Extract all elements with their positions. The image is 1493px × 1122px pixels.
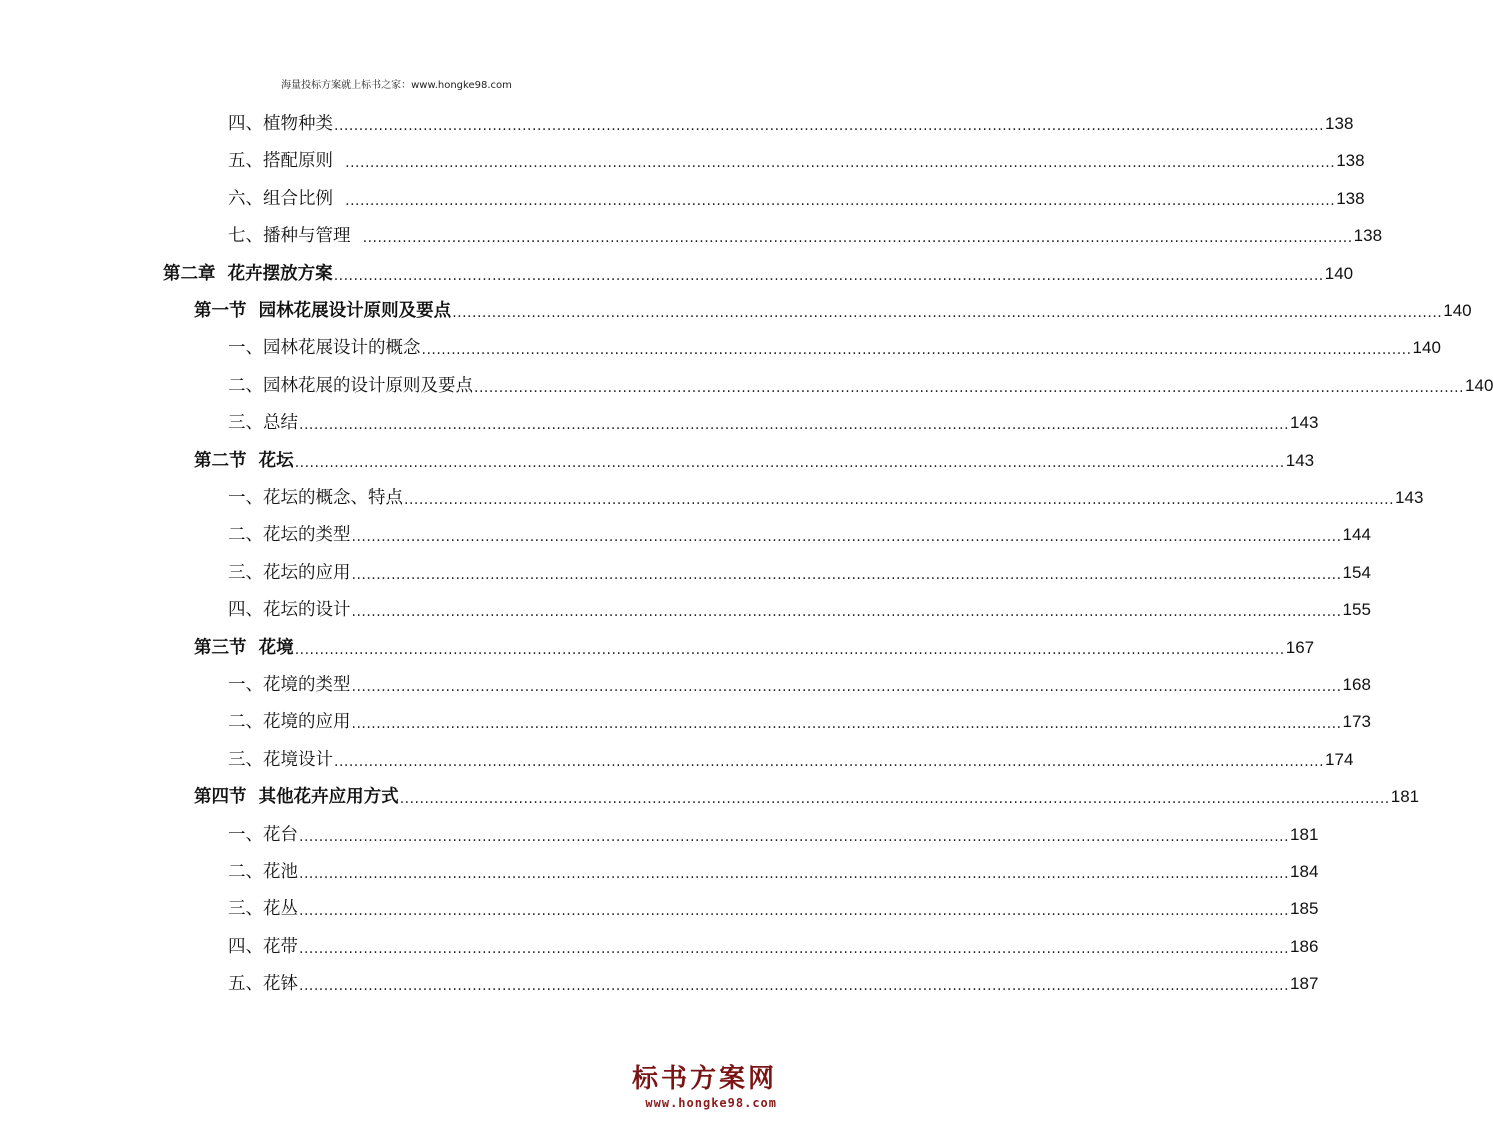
toc-entry-page: 181 — [1290, 824, 1319, 844]
toc-entry-page: 138 — [1353, 226, 1383, 246]
toc-entry-page: 140 — [1324, 263, 1354, 283]
toc-entry-title: 四、花坛的设计 — [228, 600, 351, 621]
toc-entry-title: 第二节 花坛 — [194, 450, 294, 471]
toc-entry[interactable] — [228, 220, 1383, 248]
toc-entry[interactable] — [228, 856, 1319, 884]
toc-entry[interactable] — [228, 370, 1493, 398]
toc-leader-dots: ........................................................................................................................................................................................................ — [362, 230, 1353, 247]
toc-entry-page: 138 — [1336, 151, 1365, 171]
toc-entry-page: 143 — [1285, 450, 1315, 470]
toc-entry[interactable] — [228, 519, 1371, 547]
toc-entry-title: 二、花坛的类型 — [228, 525, 351, 546]
page-header: 海量投标方案就上标书之家：www.hongke98.com — [281, 80, 512, 91]
toc-entry-title: 第二章 花卉摆放方案 — [163, 263, 333, 284]
toc-entry-title: 二、花境的应用 — [228, 712, 351, 733]
toc-entry[interactable] — [228, 669, 1371, 697]
toc-leader-dots: ........................................................................................................................................................................................................ — [294, 454, 1285, 471]
toc-entry-title: 三、总结 — [228, 413, 298, 434]
watermark-title: 标书方案网 — [631, 1064, 777, 1094]
toc-entry-title: 一、园林花展设计的概念 — [228, 338, 421, 359]
toc-entry-page: 184 — [1290, 862, 1319, 881]
toc-leader-dots: ........................................................................................................................................................................................................ — [351, 679, 1342, 695]
toc-entry-title: 二、花池 — [228, 862, 298, 882]
toc-entry-title: 五、搭配原则 — [228, 151, 345, 172]
toc-entry[interactable] — [163, 258, 1354, 286]
toc-entry-page: 140 — [1465, 375, 1493, 395]
toc-entry-title: 七、播种与管理 — [228, 226, 362, 247]
toc-entry-page: 168 — [1342, 675, 1371, 694]
toc-leader-dots: ........................................................................................................................................................................................................ — [299, 978, 1290, 995]
toc-entry[interactable] — [228, 183, 1365, 211]
toc-leader-dots: ........................................................................................................................................................................................................ — [334, 753, 1325, 770]
toc-entry-page: 187 — [1290, 974, 1319, 994]
toc-leader-dots: ........................................................................................................................................................................................................ — [351, 604, 1342, 621]
toc-entry[interactable] — [228, 744, 1354, 772]
toc-leader-dots: ........................................................................................................................................................................................................ — [299, 940, 1290, 957]
toc-entry-page: 185 — [1290, 899, 1319, 919]
toc-entry[interactable] — [194, 445, 1315, 473]
toc-entry[interactable] — [194, 295, 1472, 323]
toc-leader-dots: ........................................................................................................................................................................................................ — [294, 641, 1285, 658]
toc-leader-dots: ........................................................................................................................................................................................................ — [299, 903, 1290, 920]
toc-leader-dots: ........................................................................................................................................................................................................ — [399, 791, 1390, 808]
toc-leader-dots: ........................................................................................................................................................................................................ — [333, 267, 1324, 284]
toc-entry[interactable] — [228, 482, 1424, 510]
toc-entry-title: 三、花坛的应用 — [228, 562, 351, 583]
toc-entry-title: 第四节 其他花卉应用方式 — [194, 787, 399, 808]
watermark-url: www.hongke98.com — [645, 1096, 777, 1110]
toc-leader-dots: ........................................................................................................................................................................................................ — [299, 828, 1290, 845]
toc-leader-dots: ........................................................................................................................................................................................................ — [299, 417, 1290, 434]
toc-leader-dots: ........................................................................................................................................................................................................ — [334, 118, 1325, 134]
toc-leader-dots: ........................................................................................................................................................................................................ — [474, 379, 1465, 396]
toc-leader-dots: ........................................................................................................................................................................................................ — [345, 155, 1336, 172]
toc-entry[interactable] — [228, 819, 1319, 847]
toc-leader-dots: ........................................................................................................................................................................................................ — [351, 529, 1342, 546]
toc-leader-dots: ........................................................................................................................................................................................................ — [299, 866, 1290, 882]
toc-entry[interactable] — [228, 706, 1371, 734]
toc-entry[interactable] — [228, 557, 1371, 585]
toc-entry-page: 143 — [1290, 413, 1319, 433]
toc-entry-title: 三、花境设计 — [228, 749, 333, 770]
toc-entry[interactable] — [228, 594, 1371, 622]
toc-entry-title: 第一节 园林花展设计原则及要点 — [194, 301, 452, 321]
toc-leader-dots: ........................................................................................................................................................................................................ — [404, 492, 1395, 508]
toc-entry-page: 186 — [1290, 936, 1319, 956]
toc-leader-dots: ........................................................................................................................................................................................................ — [421, 342, 1412, 359]
toc-entry[interactable] — [228, 407, 1319, 435]
toc-entry-title: 四、植物种类 — [228, 114, 333, 134]
toc-entry[interactable] — [194, 781, 1420, 809]
toc-entry-title: 五、花钵 — [228, 974, 298, 995]
toc-entry-page: 181 — [1390, 787, 1420, 807]
toc-entry-page: 144 — [1342, 525, 1371, 545]
toc-entry-page: 143 — [1395, 488, 1424, 507]
toc-entry-page: 167 — [1285, 637, 1315, 657]
toc-entry[interactable] — [228, 145, 1365, 173]
toc-entry-page: 138 — [1336, 188, 1365, 208]
toc-entry-page: 174 — [1325, 749, 1354, 769]
toc-entry[interactable] — [228, 893, 1319, 921]
toc-entry[interactable] — [228, 332, 1441, 360]
toc-entry-title: 三、花丛 — [228, 899, 298, 920]
toc-entry[interactable] — [228, 968, 1319, 996]
toc-entry[interactable] — [228, 108, 1354, 136]
toc-entry-title: 一、花境的类型 — [228, 675, 351, 695]
toc-entry-title: 一、花坛的概念、特点 — [228, 488, 403, 508]
toc-leader-dots: ........................................................................................................................................................................................................ — [452, 305, 1443, 321]
toc-leader-dots: ........................................................................................................................................................................................................ — [351, 566, 1342, 583]
watermark-logo — [617, 1062, 777, 1110]
toc-entry[interactable] — [194, 632, 1315, 660]
toc-entry-page: 155 — [1342, 600, 1371, 620]
toc-entry-title: 一、花台 — [228, 824, 298, 845]
toc-entry-page: 140 — [1443, 301, 1472, 320]
toc-leader-dots: ........................................................................................................................................................................................................ — [351, 716, 1342, 733]
toc-entry-page: 140 — [1412, 338, 1441, 358]
toc-entry-page: 154 — [1342, 562, 1371, 582]
toc-entry-page: 138 — [1325, 114, 1354, 133]
toc-entry-title: 第三节 花境 — [194, 637, 294, 658]
toc-leader-dots: ........................................................................................................................................................................................................ — [345, 192, 1336, 209]
toc-entry-page: 173 — [1342, 712, 1371, 732]
toc-entry-title: 四、花带 — [228, 936, 298, 957]
toc-entry[interactable] — [228, 931, 1319, 959]
toc-entry-title: 六、组合比例 — [228, 188, 345, 209]
toc-entry-title: 二、园林花展的设计原则及要点 — [228, 375, 473, 396]
